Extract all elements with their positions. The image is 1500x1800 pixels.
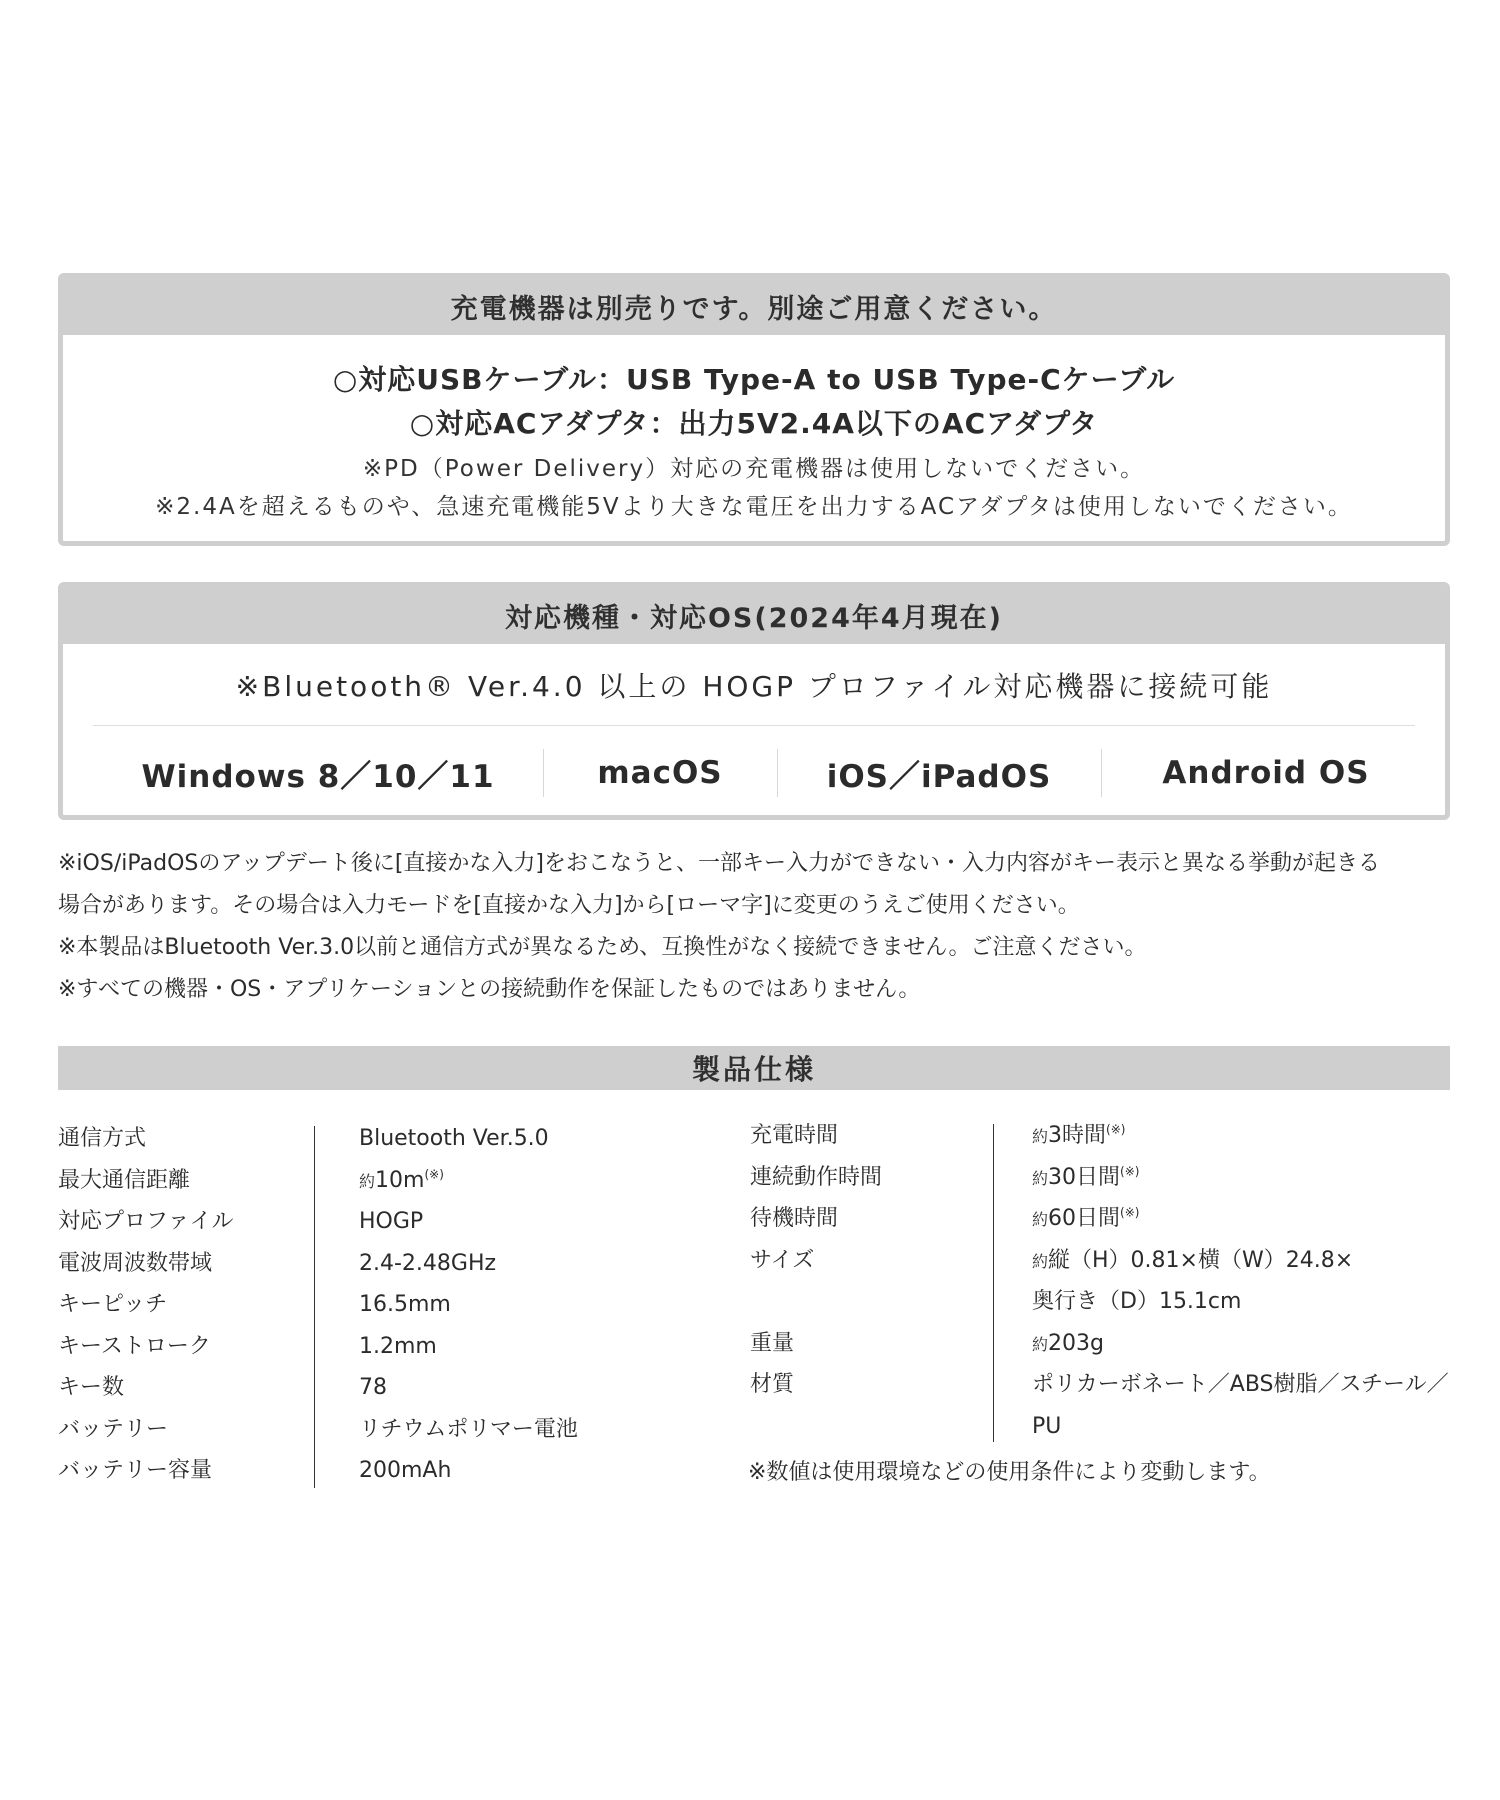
spec-value-text: 1.2mm — [359, 1333, 437, 1359]
approx-prefix: 約 — [1032, 1334, 1049, 1354]
voltage-note: ※2.4Aを超えるものや、急速充電機能5Vより大きな電圧を出力するACアダプタは使用しないでください。 — [155, 494, 1353, 520]
compat-header: 対応機種・対応OS(2024年4月現在) — [63, 587, 1445, 644]
spec-value — [1032, 1240, 1353, 1283]
spec-value-text: 2.4-2.48GHz — [359, 1250, 497, 1276]
spec-value-text: Bluetooth Ver.5.0 — [359, 1126, 549, 1151]
approx-prefix: 約 — [1032, 1251, 1049, 1271]
spec-value — [1032, 1323, 1104, 1366]
spec-value-text: 奥行き（D）15.1cm — [1032, 1289, 1242, 1314]
spec-label: キーストローク — [58, 1333, 211, 1359]
spec-value — [359, 1243, 496, 1285]
spec-footnote: ※数値は使用環境などの使用条件により変動します。 — [748, 1460, 1271, 1485]
spec-row — [58, 1326, 698, 1368]
note-line: ※iOS/iPadOSのアップデート後に[直接かな入力]をおこなうと、一部キー入力ができない・入力内容がキー表示と異なる挙動が起きる — [58, 851, 1380, 876]
charger-info-box — [58, 273, 1450, 546]
spec-value-text: 60日間 — [1048, 1206, 1121, 1231]
spec-value — [359, 1450, 451, 1492]
spec-value — [359, 1409, 578, 1451]
spec-row — [750, 1198, 1470, 1240]
pd-note: ※PD（Power Delivery）対応の充電機器は使用しないでください。 — [362, 456, 1146, 482]
spec-value-text: リチウムポリマー電池 — [359, 1416, 578, 1442]
spec-row — [750, 1281, 1470, 1323]
os-windows: Windows 8／10／11 — [141, 758, 495, 795]
os-list — [63, 749, 1445, 797]
spec-table-right — [750, 1115, 1470, 1447]
spec-value-text: 縦（H）0.81×横（W）24.8× — [1048, 1247, 1354, 1273]
spec-value — [359, 1284, 451, 1326]
spec-row — [58, 1160, 698, 1202]
spec-label: バッテリー容量 — [58, 1458, 213, 1483]
spec-row — [58, 1118, 698, 1160]
note-line: ※すべての機器・OS・アプリケーションとの接続動作を保証したものではありません。 — [58, 977, 921, 1002]
spec-label: キー数 — [58, 1375, 125, 1400]
spec-value-text: PU — [1032, 1413, 1062, 1439]
footnote-mark: (※) — [1106, 1122, 1126, 1137]
spec-value — [1032, 1364, 1449, 1406]
note-line: 場合があります。その場合は入力モードを[直接かな入力]から[ローマ字]に変更のうえご使用ください。 — [58, 893, 1080, 918]
notes-block — [58, 843, 1458, 1011]
cable-spec: ○対応USBケーブル：USB Type-A to USB Type-Cケーブル — [332, 363, 1176, 396]
spec-row — [750, 1323, 1470, 1365]
spec-value-text: 16.5mm — [359, 1292, 451, 1317]
spec-label: 対応プロファイル — [58, 1209, 234, 1234]
spec-label: 通信方式 — [58, 1126, 147, 1151]
os-ios: iOS／iPadOS — [826, 758, 1052, 795]
adapter-spec: ○対応ACアダプタ：出力5V2.4A以下のACアダプタ — [409, 407, 1099, 440]
spec-value — [359, 1118, 549, 1160]
spec-row — [58, 1409, 698, 1451]
spec-header: 製品仕様 — [58, 1046, 1450, 1090]
spec-value — [359, 1201, 423, 1243]
spec-value — [1032, 1157, 1139, 1200]
spec-row — [750, 1364, 1470, 1406]
spec-row — [58, 1201, 698, 1243]
spec-label: キーピッチ — [58, 1292, 168, 1317]
spec-label: 待機時間 — [750, 1206, 839, 1231]
spec-label: 充電時間 — [750, 1123, 839, 1148]
spec-label: バッテリー — [58, 1416, 169, 1442]
footnote-mark: (※) — [1120, 1205, 1140, 1220]
spec-value — [1032, 1198, 1139, 1241]
spec-value-text: 10m — [375, 1167, 425, 1193]
spec-value-text: 3時間 — [1048, 1123, 1107, 1148]
spec-divider-right — [993, 1124, 994, 1442]
spec-table-left — [58, 1118, 698, 1492]
approx-prefix: 約 — [359, 1171, 376, 1191]
spec-label: 重量 — [750, 1330, 795, 1356]
spec-value-text: 30日間 — [1048, 1164, 1121, 1190]
spec-label: 連続動作時間 — [750, 1164, 883, 1190]
os-android: Android OS — [1162, 755, 1370, 791]
spec-value-text: ポリカーボネート／ABS樹脂／スチール／ — [1032, 1372, 1449, 1397]
divider — [93, 725, 1415, 726]
os-macos: macOS — [597, 755, 723, 791]
spec-row — [58, 1284, 698, 1326]
spec-row — [750, 1157, 1470, 1199]
spec-label: 材質 — [750, 1372, 795, 1397]
spec-value-text: 78 — [359, 1375, 387, 1400]
bluetooth-note: ※Bluetooth® Ver.4.0 以上の HOGP プロファイル対応機器に接続可能 — [235, 670, 1273, 703]
spec-row — [58, 1243, 698, 1285]
spec-value — [1032, 1115, 1125, 1158]
spec-value-text: HOGP — [359, 1209, 424, 1234]
approx-prefix: 約 — [1032, 1168, 1049, 1188]
footnote-mark: (※) — [1120, 1164, 1140, 1179]
spec-value — [359, 1160, 444, 1203]
charger-header: 充電機器は別売りです。別途ご用意ください。 — [63, 278, 1445, 335]
note-line: ※本製品はBluetooth Ver.3.0以前と通信方式が異なるため、互換性がなく接続できません。ご注意ください。 — [58, 935, 1147, 960]
compat-box — [58, 582, 1450, 820]
spec-value-text: 200mAh — [359, 1458, 452, 1483]
spec-label: 最大通信距離 — [58, 1167, 191, 1193]
spec-value — [1032, 1281, 1241, 1323]
approx-prefix: 約 — [1032, 1127, 1049, 1146]
spec-row — [750, 1406, 1470, 1448]
spec-label: 電波周波数帯域 — [58, 1250, 213, 1276]
spec-row — [750, 1115, 1470, 1157]
spec-label: サイズ — [750, 1247, 815, 1273]
approx-prefix: 約 — [1032, 1210, 1049, 1229]
spec-divider-left — [314, 1126, 315, 1488]
spec-value — [359, 1326, 437, 1368]
spec-row — [58, 1367, 698, 1409]
spec-value — [359, 1367, 387, 1409]
spec-value-text: 203g — [1048, 1330, 1104, 1356]
footnote-mark: (※) — [424, 1167, 444, 1182]
spec-row — [750, 1240, 1470, 1282]
spec-row — [58, 1450, 698, 1492]
spec-value — [1032, 1406, 1061, 1448]
